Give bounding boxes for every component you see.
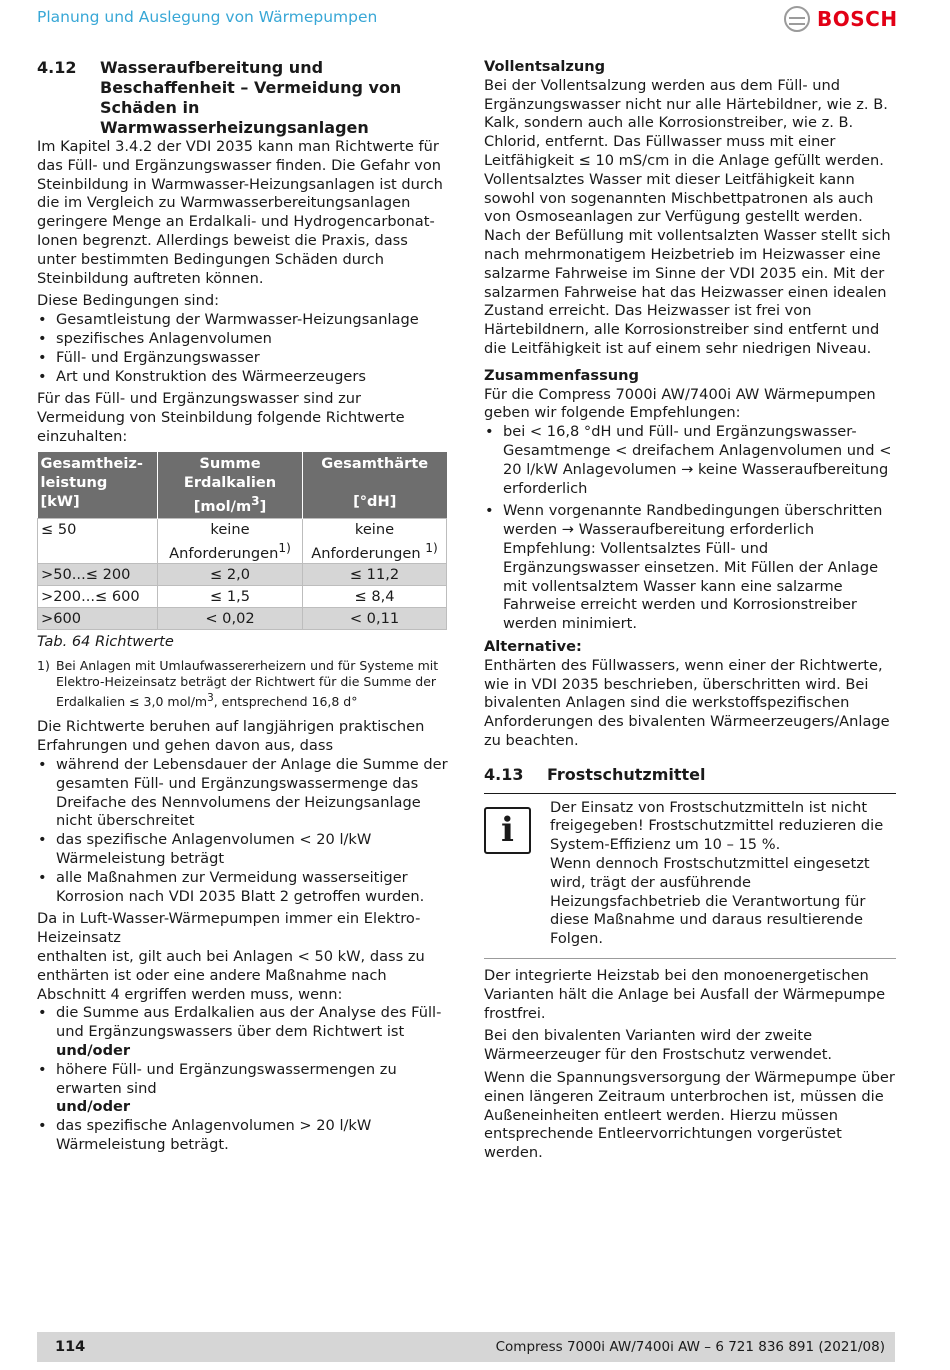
list-item: • Art und Konstruktion des Wärmeerzeugers: [37, 368, 449, 387]
paragraph: enthalten ist, gilt auch bei Anlagen < 50 kW, dass zu enthärten ist oder eine andere Maßnahme nach Abschnitt 4 ergriffen werden muss, wenn:: [37, 947, 425, 1003]
header-spacer: [306, 473, 444, 492]
cell-text: keine: [354, 520, 395, 538]
list-item: [37, 1061, 449, 1117]
cell-text: [306, 539, 443, 563]
info-icon-wrap: [484, 799, 550, 949]
table-cell: >50...≤ 200: [38, 564, 158, 586]
table-cell: [303, 518, 447, 564]
bullet-list: [37, 756, 449, 906]
table-cell: ≤ 2,0: [158, 564, 303, 586]
table-row: [38, 564, 447, 586]
subheading: Zusammenfassung: [484, 366, 640, 384]
paragraph: Enthärten des Füllwassers, wenn einer der Richtwerte, wie in VDI 2035 beschrieben, überschritten wird. Bei bivalenten Anlagen sind die werkstoffspezifischen Anforderungen des bivalenten Wärmeerzeugers/Anlage zu beachten.: [484, 656, 890, 749]
paragraph: Bei den bivalenten Varianten wird der zweite Wärmeerzeuger für den Frostschutz verwendet.: [484, 1027, 833, 1064]
footnote-number: 1): [37, 658, 50, 674]
list-item: • alle Maßnahmen zur Vermeidung wasserseitiger Korrosion nach VDI 2035 Blatt 2 getroffen wurden.: [37, 869, 449, 907]
table-header-cell: [38, 452, 158, 518]
header-text: Summe: [199, 454, 261, 472]
conjunction: und/oder: [56, 1098, 131, 1116]
list-item: • Wenn vorgenannte Randbedingungen überschritten werden → Wasseraufbereitung erforderlich Empfehlung: Vollentsalztes Füll- und Ergänzungswasser einsetzen. Mit Füllen der Anlage mit vollentsalztem Wasser kann eine salzarme Fahrweise erreicht werden und Korrosionstreiber werden minimiert.: [484, 502, 896, 634]
section-title: Wasseraufbereitung und Beschaffenheit – Vermeidung von Schäden in Warmwasserheizungsanlagen: [100, 58, 402, 137]
list-item: [37, 1004, 449, 1060]
subheading: Alternative:: [484, 637, 582, 655]
paragraph: Der Einsatz von Frostschutzmitteln ist nicht freigegeben! Frostschutzmittel reduzieren die System-Effizienz um 10 – 15 %.: [550, 798, 884, 854]
unit-text: [mol/m: [193, 497, 252, 515]
table-cell: [158, 518, 303, 564]
list-item-text: höhere Füll- und Ergänzungswassermengen zu erwarten sind: [56, 1060, 397, 1097]
section-number: 4.13: [484, 764, 524, 784]
subheading: Vollentsalzung: [484, 58, 606, 75]
list-item: • spezifisches Anlagenvolumen: [37, 330, 449, 349]
table-cell: < 0,11: [303, 608, 447, 630]
paragraph: Für die Compress 7000i AW/7400i AW Wärmepumpen geben wir folgende Empfehlungen:: [484, 385, 876, 422]
list-item-text: die Summe aus Erdalkalien aus der Analyse des Füll- und Ergänzungswassers über dem Richtwert ist: [56, 1004, 442, 1041]
paragraph: Im Kapitel 3.4.2 der VDI 2035 kann man Richtwerte für das Füll- und Ergänzungswasser finden. Die Gefahr von Steinbildung in Warmwasser-Heizungsanlagen ist durch die im Vergleich zu Warmwasserbereitungsanlagen geringere Menge an Erdalkali- und Hydrogencarbonat-Ionen begrenzt. Allerdings beweist die Praxis, dass unter bestimmten Bedingungen Schäden durch Steinbildung auftreten können.: [37, 138, 443, 287]
paragraph: Wenn dennoch Frostschutzmittel eingesetzt wird, trägt der ausführende Heizungsfachbetrieb die Verantwortung für diese Maßnahme und daraus resultierende Folgen.: [550, 855, 870, 948]
cell-text: keine: [210, 520, 250, 538]
header-text: Gesamthärte: [321, 454, 429, 472]
footnote: [37, 658, 449, 710]
bosch-armature-icon: [784, 6, 810, 32]
list-item: • während der Lebensdauer der Anlage die Summe der gesamten Füll- und Ergänzungswassermenge das Dreifache des Nennvolumens der Heizungsanlage nicht überschreitet: [37, 756, 449, 831]
paragraph: Bei der Vollentsalzung werden aus dem Füll- und Ergänzungswasser nicht nur alle Härtebildner, wie z. B. Kalk, sondern auch alle Korrosionstreiber, wie z. B. Chlorid, entfernt. Das Füllwasser muss mit einer Leitfähigkeit ≤ 10 mS/cm in die Anlage gefüllt werden. Vollentsalztes Wasser mit dieser Leitfähigkeit kann sowohl von sogenannten Mischbettpatronen als auch von Osmoseanlagen zur Verfügung gestellt werden.: [484, 76, 888, 226]
table-cell: ≤ 1,5: [158, 586, 303, 608]
table-row: [38, 518, 447, 564]
bosch-wordmark: BOSCH: [817, 6, 898, 31]
list-item: • Füll- und Ergänzungswasser: [37, 349, 449, 368]
superscript: 3: [251, 493, 260, 508]
bullet-list: [484, 423, 896, 634]
table-cell: >600: [38, 608, 158, 630]
table-cell: >200...≤ 600: [38, 586, 158, 608]
cell-text: Anforderungen: [169, 544, 279, 562]
table-caption: Tab. 64 Richtwerte: [37, 633, 174, 651]
unit-text: ]: [259, 497, 267, 515]
info-text: [550, 799, 896, 949]
table-header-cell: [158, 452, 303, 518]
footnote-text-part: , entsprechend 16,8 d°: [213, 694, 358, 710]
list-item: • das spezifische Anlagenvolumen < 20 l/kW Wärmeleistung beträgt: [37, 831, 449, 869]
richtwerte-table: [37, 452, 447, 631]
header-title: Planung und Auslegung von Wärmepumpen: [37, 8, 378, 26]
paragraph: Der integrierte Heizstab bei den monoenergetischen Varianten hält die Anlage bei Ausfall der Wärmepumpe frostfrei.: [484, 967, 886, 1022]
bullet-list: [37, 311, 449, 386]
section-heading-4-12: [37, 58, 449, 138]
document-reference: Compress 7000i AW/7400i AW – 6 721 836 891 (2021/08): [495, 1338, 885, 1355]
bosch-logo: [784, 6, 898, 32]
right-column: [484, 58, 896, 1163]
header-text: [°dH]: [353, 492, 397, 510]
header-text: [kW]: [40, 492, 80, 510]
paragraph: Wenn die Spannungsversorgung der Wärmepumpe über einen längeren Zeitraum unterbrochen ist, müssen die Außeneinheiten entleert werden. Hierzu müssen entsprechende Entleervorrichtungen vorgerüstet werden.: [484, 1069, 895, 1162]
section-number: 4.12: [37, 58, 77, 77]
footnote-text: [56, 658, 449, 710]
footnote-ref: 1): [425, 540, 438, 555]
table-cell: ≤ 8,4: [303, 586, 447, 608]
cell-text: Anforderungen: [311, 544, 426, 562]
bullet-list: [37, 1004, 449, 1154]
table-cell: ≤ 11,2: [303, 564, 447, 586]
header-text: leistung: [40, 473, 108, 491]
page-footer: [37, 1332, 895, 1362]
cell-text: [161, 539, 299, 563]
footnote-ref: 1): [278, 540, 291, 555]
list-item: • Gesamtleistung der Warmwasser-Heizungsanlage: [37, 311, 449, 330]
table-row: [38, 608, 447, 630]
table-cell: ≤ 50: [38, 518, 158, 564]
header-text: Erdalkalien: [183, 473, 277, 491]
table-row: [38, 586, 447, 608]
paragraph: Diese Bedingungen sind:: [37, 292, 220, 310]
header-text: [161, 492, 299, 516]
left-column: [37, 58, 449, 1155]
footnote-text-part: Bei Anlagen mit Umlaufwassererheizern und für Systeme mit Elektro-Heizeinsatz beträgt der Richtwert für die Summe der Erdalkalien ≤ 3,0 mol/m: [56, 658, 439, 710]
list-item: • bei < 16,8 °dH und Füll- und Ergänzungswasser-Gesamtmenge < dreifachem Anlagenvolumen und < 20 l/kW Anlagevolumen → keine Wasseraufbereitung erforderlich: [484, 423, 896, 498]
superscript: 3: [207, 692, 214, 705]
page-number: 114: [55, 1338, 86, 1355]
table-header-row: [38, 452, 447, 518]
conjunction: und/oder: [56, 1041, 131, 1059]
table-header-cell: [303, 452, 447, 518]
paragraph: Für das Füll- und Ergänzungswasser sind zur Vermeidung von Steinbildung folgende Richtwerte einzuhalten:: [37, 390, 405, 445]
section-heading-4-13: [484, 765, 896, 785]
info-box: [484, 793, 896, 959]
list-item: • das spezifische Anlagenvolumen > 20 l/kW Wärmeleistung beträgt.: [37, 1117, 449, 1155]
info-icon: i: [484, 807, 531, 854]
paragraph: Da in Luft-Wasser-Wärmepumpen immer ein Elektro-Heizeinsatz: [37, 910, 421, 947]
paragraph: Die Richtwerte beruhen auf langjährigen praktischen Erfahrungen und gehen davon aus, dass: [37, 718, 425, 755]
header-text: Gesamtheiz-: [40, 454, 143, 472]
section-title: Frostschutzmittel: [547, 764, 706, 784]
table-cell: < 0,02: [158, 608, 303, 630]
paragraph: Nach der Befüllung mit vollentsalzten Wasser stellt sich nach mehrmonatigem Heizbetrieb im Heizwasser eine salzarme Fahrweise im Sinne der VDI 2035 ein. Mit der salzarmen Fahrweise hat das Heizwasser einen idealen Zustand erreicht. Das Heizwasser ist frei von Härtebildnern, alle Korrosionstreiber sind entfernt und die Leitfähigkeit ist auf einem sehr niedrigen Niveau.: [484, 227, 891, 357]
